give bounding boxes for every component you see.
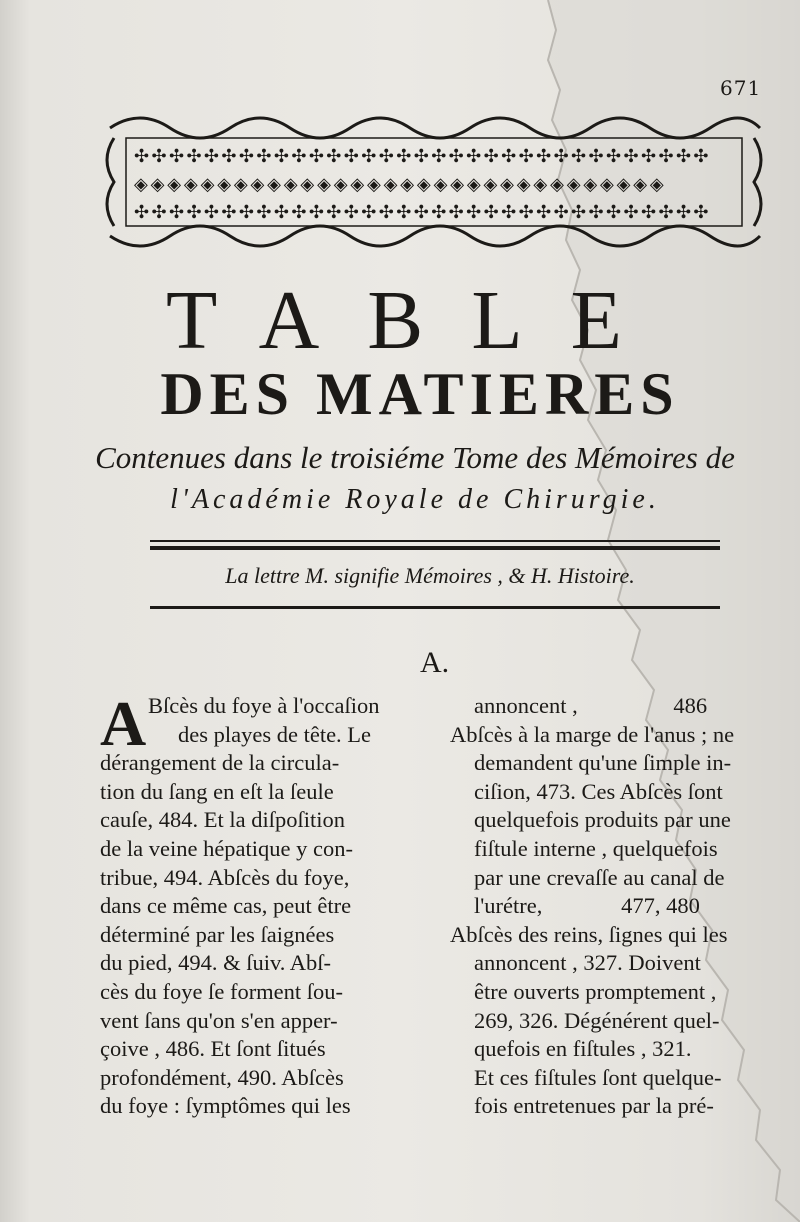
text-line: Abſcès des reins, ſignes qui les xyxy=(450,921,728,947)
text-line: ciſion, 473. Ces Abſcès ſont xyxy=(474,778,723,804)
text-line: quefois en fiſtules , 321. xyxy=(474,1036,692,1062)
section-letter-heading: A. xyxy=(420,646,450,679)
text-line: Abſcès à la marge de l'anus ; ne xyxy=(450,721,735,747)
text-line: déterminé par les ſaignées xyxy=(100,921,335,947)
text-line: tribue, 494. Abſcès du foye, xyxy=(100,864,350,890)
subtitle-line-1: Contenues dans le troisiéme Tome des Mémoires de xyxy=(95,440,735,475)
text-line: vent ſans qu'on s'en apper- xyxy=(100,1007,338,1033)
double-rule-divider xyxy=(150,540,720,550)
text-line: cauſe, 484. Et la diſpoſition xyxy=(100,807,345,833)
text-line: annoncent , 486 xyxy=(474,693,708,718)
text-line: quelquefois produits par une xyxy=(474,807,731,833)
left-column xyxy=(100,688,430,1121)
drop-capital: A xyxy=(100,688,147,759)
decorative-headpiece-ornament xyxy=(100,108,768,256)
text-line: du pied, 494. & ſuiv. Abſ- xyxy=(100,950,332,976)
text-line: dérangement de la circula- xyxy=(100,750,340,776)
main-title-des-matieres: DES MATIERES xyxy=(160,361,680,427)
text-line: annoncent , 327. Doivent xyxy=(474,950,701,976)
svg-text:✣✣✣✣✣✣✣✣✣✣✣✣✣✣✣✣✣✣✣✣✣✣✣✣✣✣✣✣✣✣: ✣✣✣✣✣✣✣✣✣✣✣✣✣✣✣✣✣✣✣✣✣✣✣✣✣✣✣✣✣✣✣✣✣ xyxy=(134,146,711,167)
right-column xyxy=(450,692,770,1121)
rule-divider xyxy=(150,606,720,609)
text-line: profondément, 490. Abſcès xyxy=(100,1064,344,1090)
abbreviation-legend: La lettre M. signifie Mémoires , & H. Histoire. xyxy=(225,563,635,588)
text-line: l'urétre, 477, 480 xyxy=(474,893,700,919)
text-line: 269, 326. Dégénérent quel- xyxy=(474,1007,720,1033)
text-line: être ouverts promptement , xyxy=(474,978,717,1004)
text-line: Et ces fiſtules ſont quelque- xyxy=(474,1064,722,1090)
text-line: demandent qu'une ſimple in- xyxy=(474,750,732,776)
text-line: tion du ſang en eſt la ſeule xyxy=(100,778,334,804)
text-line: du foye : ſymptômes qui les xyxy=(100,1093,351,1119)
text-line: çoive , 486. Et ſont ſitués xyxy=(100,1036,326,1062)
text-line: par une crevaſſe au canal de xyxy=(474,864,725,890)
subtitle-line-2: l'Académie Royale de Chirurgie. xyxy=(170,484,660,515)
text-line: des playes de tête. Le xyxy=(178,721,372,747)
page-number: 671 xyxy=(720,76,762,100)
text-line: dans ce même cas, peut être xyxy=(100,893,352,919)
text-line: cès du foye ſe forment ſou- xyxy=(100,978,344,1004)
main-title-table: TABLE xyxy=(166,274,670,367)
svg-text:◈◈◈◈◈◈◈◈◈◈◈◈◈◈◈◈◈◈◈◈◈◈◈◈◈◈◈◈◈◈: ◈◈◈◈◈◈◈◈◈◈◈◈◈◈◈◈◈◈◈◈◈◈◈◈◈◈◈◈◈◈◈◈ xyxy=(134,174,667,195)
text-line: de la veine hépatique y con- xyxy=(100,835,354,861)
text-line: fois entretenues par la pré- xyxy=(474,1093,714,1119)
text-line: fiſtule interne , quelquefois xyxy=(474,835,718,861)
svg-text:✣✣✣✣✣✣✣✣✣✣✣✣✣✣✣✣✣✣✣✣✣✣✣✣✣✣✣✣✣✣: ✣✣✣✣✣✣✣✣✣✣✣✣✣✣✣✣✣✣✣✣✣✣✣✣✣✣✣✣✣✣✣✣✣ xyxy=(134,202,711,223)
text-line: Bſcès du foye à l'occaſion xyxy=(148,693,380,718)
